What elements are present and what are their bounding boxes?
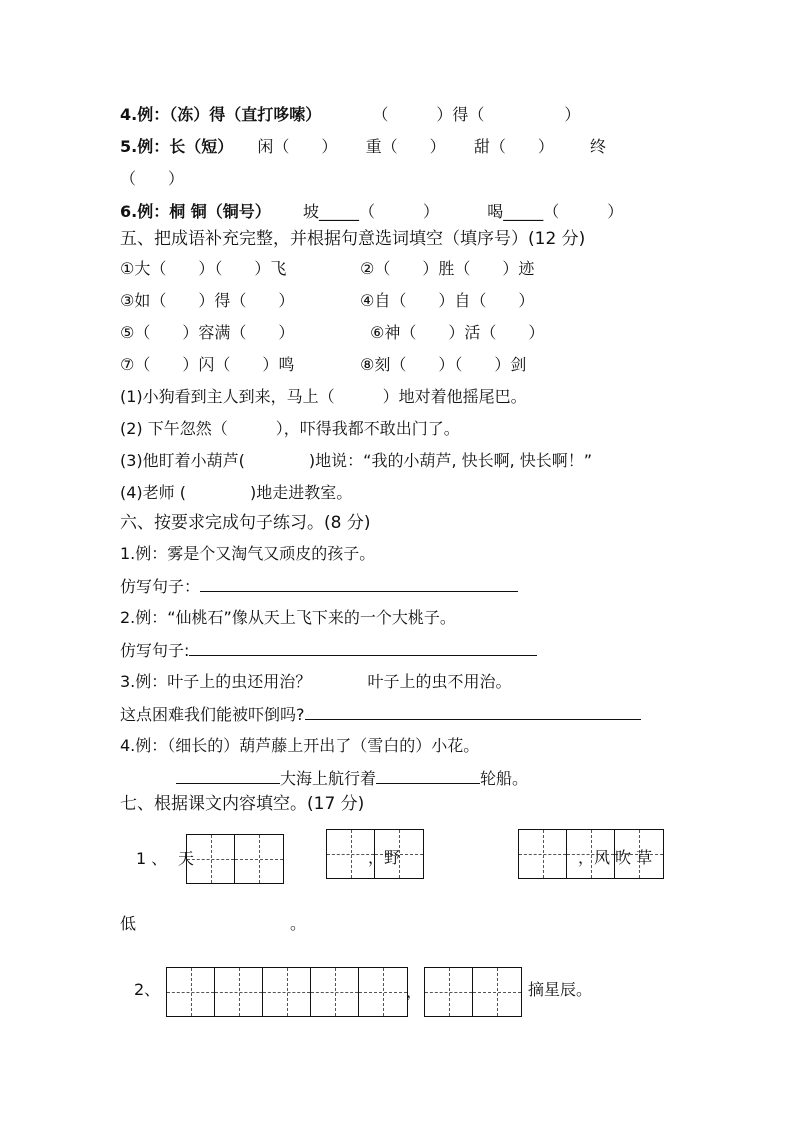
sentence-practice-1 [120, 575, 518, 598]
item-1-number: 1 、 [136, 849, 168, 868]
grid-cell[interactable] [263, 968, 311, 1016]
char-tian: 天 [178, 849, 195, 868]
answer-blank-4b[interactable] [376, 767, 480, 784]
idiom-4[interactable]: ④自（ ）自（ ） [360, 291, 535, 310]
antonym-xian[interactable]: 闲（ ） [257, 137, 338, 156]
grid-cell[interactable] [215, 968, 263, 1016]
example-6-line [120, 201, 623, 223]
example-3-question: 3.例：叶子上的虫还用治？ [120, 672, 312, 691]
writing-grid-2a[interactable] [166, 967, 408, 1017]
idiom-5[interactable]: ⑤（ ）容满（ ） [120, 323, 295, 342]
grid-cell[interactable] [425, 968, 473, 1016]
sentence-example-4: 4.例：（细长的）葫芦藤上开出了（雪白的）小花。 [120, 736, 480, 755]
practice-label-2: 仿写句子: [120, 641, 190, 660]
grid-cell[interactable] [473, 968, 521, 1016]
answer-line-3[interactable] [305, 703, 641, 720]
answer-line-1[interactable] [200, 575, 518, 592]
sentence-practice-4 [176, 767, 528, 790]
example-5-text: 5.例：长（短） [120, 137, 234, 156]
comma-mark: ， [406, 982, 423, 1001]
item-2-number: 2、 [134, 980, 161, 999]
example-3-answer: 叶子上的虫不用治。 [367, 672, 512, 691]
fill-question-1[interactable]: (1)小狗看到主人到来，马上（ ）地对着他摇尾巴。 [120, 387, 527, 406]
char-ye: ，野 [368, 848, 401, 867]
grid-cell[interactable] [311, 968, 359, 1016]
idiom-row-3 [120, 322, 544, 344]
example-5-cont[interactable]: （ ） [120, 169, 185, 188]
writing-grid-1a[interactable] [186, 834, 284, 884]
idiom-2[interactable]: ②（ ）胜（ ）迹 [360, 259, 535, 278]
practice-4-end: 轮船。 [480, 769, 529, 788]
grid-cell[interactable] [187, 835, 235, 883]
practice-label-1: 仿写句子： [120, 577, 201, 596]
fill-question-3[interactable]: (3)他盯着小葫芦( )地说：“我的小葫芦, 快长啊, 快长啊！” [120, 451, 593, 470]
section-6-title: 六、按要求完成句子练习。(8 分) [120, 513, 371, 533]
grid-cell[interactable] [519, 830, 567, 878]
example-4-answer[interactable]: （ ）得（ ） [372, 105, 581, 124]
example-5-line [120, 136, 606, 158]
grid-cell[interactable] [235, 835, 283, 883]
answer-blank-4a[interactable] [176, 767, 280, 784]
section-5-title: 五、把成语补充完整，并根据句意选词填空（填序号）(12 分) [120, 229, 586, 249]
idiom-8[interactable]: ⑧刻（ ）（ ）剑 [360, 355, 527, 374]
idiom-row-2 [120, 290, 534, 312]
fill-question-4[interactable]: (4)老师 ( )地走进教室。 [120, 483, 353, 502]
word-he[interactable]: 喝_____（ ） [487, 202, 624, 221]
fill-question-2[interactable]: (2) 下午忽然（ ），吓得我都不敢出门了。 [120, 419, 460, 438]
section-7-title: 七、根据课文内容填空。(17 分) [120, 794, 365, 814]
practice-label-3: 这点困难我们能被吓倒吗? [120, 705, 305, 724]
example-6-text: 6.例：桐 铜（铜号） [120, 202, 271, 221]
antonym-zhong[interactable]: 重（ ） [365, 137, 446, 156]
idiom-7[interactable]: ⑦（ ）闪（ ）鸣 [120, 355, 295, 374]
idiom-row-4 [120, 354, 526, 376]
antonym-tian[interactable]: 甜（ ） [473, 137, 554, 156]
chars-feng-chui-cao: ，风 吹 草 [578, 848, 653, 867]
grid-cell[interactable] [167, 968, 215, 1016]
char-di: 低 [120, 914, 137, 933]
antonym-zhong2[interactable]: 终 [590, 137, 607, 156]
word-po[interactable]: 坡_____（ ） [302, 202, 439, 221]
example-4-text: 4.例：（冻）得（直打哆嗦） [120, 105, 322, 124]
idiom-row-1 [120, 258, 534, 280]
practice-4-middle: 大海上航行着 [280, 769, 377, 788]
writing-grid-2b[interactable] [424, 967, 522, 1017]
sentence-example-3 [120, 671, 511, 693]
idiom-6[interactable]: ⑥神（ ）活（ ） [370, 323, 545, 342]
sentence-example-1: 1.例：雾是个又淘气又顽皮的孩子。 [120, 544, 376, 563]
grid-cell[interactable] [359, 968, 407, 1016]
example-4-line [120, 104, 580, 126]
sentence-example-2: 2.例：“仙桃石”像从天上飞下来的一个大桃子。 [120, 608, 456, 627]
sentence-practice-3 [120, 703, 641, 726]
idiom-3[interactable]: ③如（ ）得（ ） [120, 291, 295, 310]
idiom-1[interactable]: ①大（ ）（ ）飞 [120, 259, 287, 278]
sentence-practice-2 [120, 639, 537, 662]
answer-line-2[interactable] [189, 639, 537, 656]
period-mark: 。 [290, 914, 307, 933]
text-zhai-xing-chen: 摘星辰。 [528, 980, 593, 999]
